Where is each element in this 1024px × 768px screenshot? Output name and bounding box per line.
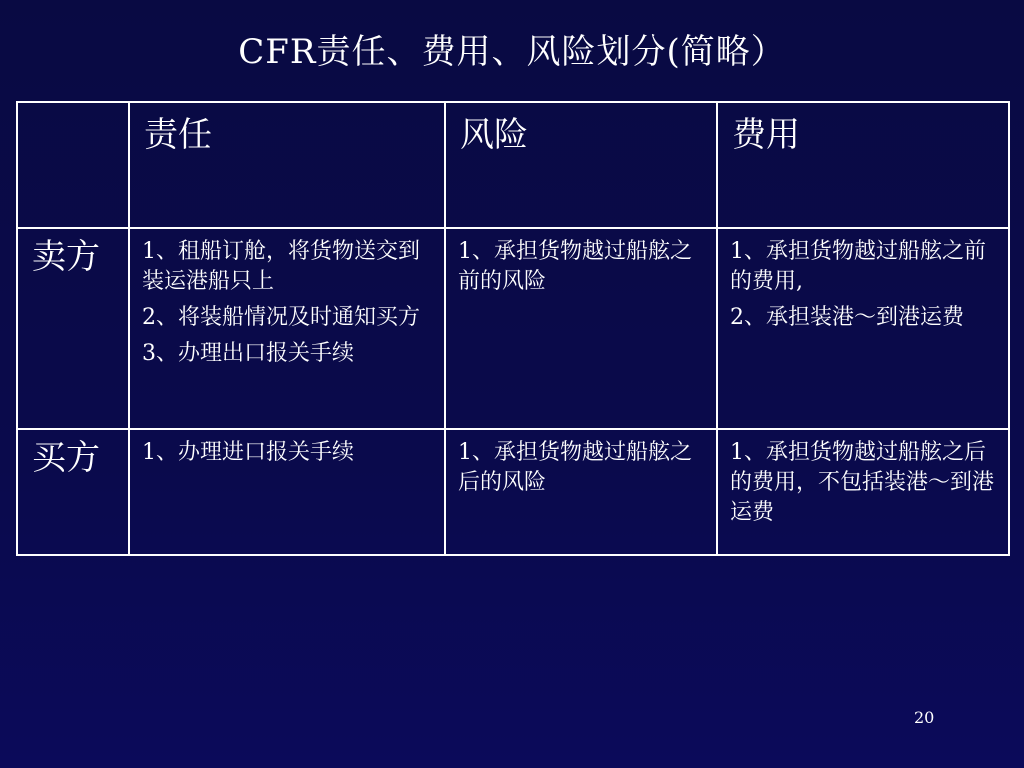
table-header-row: [17, 102, 1009, 228]
seller-cost-item: 1、承担货物越过船舷之前的费用,: [730, 239, 986, 294]
header-risk: 风险: [445, 102, 717, 228]
header-responsibility: 责任: [129, 102, 445, 228]
table-row-seller: [17, 228, 1009, 429]
row-label-buyer: 买方: [17, 429, 129, 555]
seller-responsibility-cell: [129, 228, 445, 429]
header-cost: 费用: [717, 102, 1009, 228]
buyer-cost-cell: [717, 429, 1009, 555]
seller-responsibility-item: 2、将装船情况及时通知买方: [142, 305, 420, 330]
seller-responsibility-item: 1、租船订舱，将货物送交到装运港船只上: [142, 239, 420, 294]
seller-risk-cell: [445, 228, 717, 429]
row-label-seller: 卖方: [17, 228, 129, 429]
seller-cost-item: 2、承担装港～到港运费: [730, 305, 964, 330]
table-row-buyer: [17, 429, 1009, 555]
buyer-cost-item: 1、承担货物越过船舷之后的费用，不包括装港～到港运费: [730, 440, 995, 525]
buyer-risk-item: 1、承担货物越过船舷之后的风险: [458, 440, 692, 495]
seller-responsibility-item: 3、办理出口报关手续: [142, 341, 354, 366]
seller-risk-item: 1、承担货物越过船舷之前的风险: [458, 239, 692, 294]
page-number: 20: [914, 708, 935, 727]
slide-title: CFR责任、费用、风险划分(简略）: [238, 32, 786, 72]
buyer-responsibility-item: 1、办理进口报关手续: [142, 440, 354, 465]
buyer-responsibility-cell: [129, 429, 445, 555]
header-corner-cell: [17, 102, 129, 228]
cfr-division-table: [16, 101, 1010, 556]
buyer-risk-cell: [445, 429, 717, 555]
seller-cost-cell: [717, 228, 1009, 429]
